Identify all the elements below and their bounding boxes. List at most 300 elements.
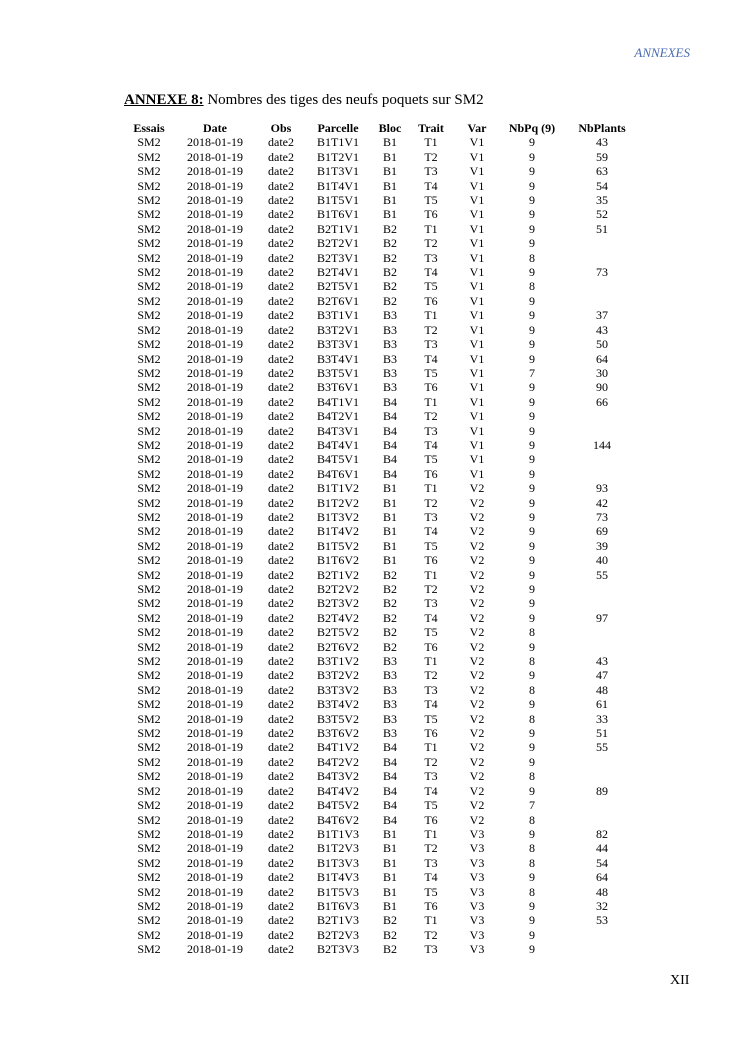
cell-bloc: B4 (382, 754, 397, 769)
cell-trait: T1 (424, 394, 438, 409)
cell-parcelle: B4T4V2 (317, 783, 359, 798)
cell-obs: date2 (268, 452, 294, 467)
cell-var: V1 (469, 164, 485, 179)
cell-parcelle: B3T3V2 (317, 682, 359, 697)
cell-obs: date2 (268, 927, 294, 942)
cell-essais: SM2 (137, 279, 161, 294)
cell-essais: SM2 (137, 682, 161, 697)
cell-obs: date2 (268, 942, 294, 957)
cell-date: 2018-01-19 (187, 293, 243, 308)
cell-essais: SM2 (137, 207, 161, 222)
table-row (119, 510, 647, 524)
cell-nbplants (557, 467, 647, 481)
cell-essais: SM2 (137, 236, 161, 251)
cell-date: 2018-01-19 (187, 625, 243, 640)
cell-nbplants (557, 294, 647, 308)
cell-trait: T3 (424, 250, 438, 265)
cell-nbplants (557, 582, 647, 596)
cell-var: V2 (469, 740, 485, 755)
cell-trait: T2 (424, 841, 438, 856)
cell-var: V2 (469, 625, 485, 640)
cell-essais: SM2 (137, 164, 161, 179)
cell-nbpq: 8 (529, 841, 535, 856)
cell-var: V1 (469, 308, 485, 323)
cell-parcelle: B2T6V1 (317, 293, 359, 308)
cell-var: V2 (469, 524, 485, 539)
column-header-nbpq: NbPq (9) (508, 121, 556, 135)
cell-var: V2 (469, 509, 485, 524)
cell-bloc: B4 (382, 394, 397, 409)
cell-nbpq: 9 (529, 826, 535, 841)
cell-nbpq: 9 (529, 870, 535, 885)
cell-nbplants: 51 (596, 221, 608, 236)
cell-trait: T4 (424, 524, 438, 539)
cell-parcelle: B1T4V1 (317, 178, 359, 193)
cell-date: 2018-01-19 (187, 481, 243, 496)
cell-nbplants: 69 (596, 524, 608, 539)
cell-essais: SM2 (137, 855, 161, 870)
cell-essais: SM2 (137, 466, 161, 481)
cell-date: 2018-01-19 (187, 812, 243, 827)
cell-var: V2 (469, 697, 485, 712)
cell-bloc: B2 (382, 567, 397, 582)
cell-essais: SM2 (137, 769, 161, 784)
cell-nbplants (557, 942, 647, 956)
column-header-trait: Trait (418, 121, 444, 135)
cell-obs: date2 (268, 596, 294, 611)
cell-nbpq: 9 (529, 668, 535, 683)
table-row (119, 395, 647, 409)
cell-bloc: B4 (382, 409, 397, 424)
table-row (119, 337, 647, 351)
cell-nbpq: 9 (529, 135, 535, 150)
cell-date: 2018-01-19 (187, 927, 243, 942)
cell-obs: date2 (268, 582, 294, 596)
cell-nbplants: 64 (596, 870, 608, 885)
cell-essais: SM2 (137, 942, 161, 957)
cell-trait: T3 (424, 769, 438, 784)
cell-nbpq: 9 (529, 740, 535, 755)
cell-bloc: B3 (382, 337, 397, 352)
table-row (119, 899, 647, 913)
cell-nbpq: 9 (529, 207, 535, 222)
cell-nbplants: 33 (596, 711, 608, 726)
column-header-date: Date (203, 121, 227, 135)
cell-bloc: B2 (382, 942, 397, 957)
cell-essais: SM2 (137, 870, 161, 885)
cell-nbpq: 9 (529, 409, 535, 424)
cell-var: V2 (469, 639, 485, 654)
cell-trait: T6 (424, 207, 438, 222)
cell-parcelle: B1T6V2 (317, 553, 359, 568)
cell-var: V1 (469, 207, 485, 222)
cell-obs: date2 (268, 855, 294, 870)
cell-bloc: B1 (382, 164, 397, 179)
cell-nbplants: 47 (596, 668, 608, 683)
cell-trait: T4 (424, 783, 438, 798)
cell-trait: T4 (424, 610, 438, 625)
annex-label: ANNEXE 8: (124, 92, 204, 108)
cell-date: 2018-01-19 (187, 409, 243, 424)
table-row (119, 424, 647, 438)
cell-obs: date2 (268, 250, 294, 265)
cell-parcelle: B2T5V2 (317, 625, 359, 640)
cell-nbplants: 30 (596, 365, 608, 380)
cell-bloc: B1 (382, 826, 397, 841)
cell-nbpq: 9 (529, 898, 535, 913)
cell-essais: SM2 (137, 668, 161, 683)
cell-essais: SM2 (137, 394, 161, 409)
table-row (119, 798, 647, 812)
cell-nbpq: 9 (529, 423, 535, 438)
cell-essais: SM2 (137, 841, 161, 856)
cell-bloc: B2 (382, 610, 397, 625)
cell-parcelle: B3T2V1 (317, 322, 359, 337)
cell-var: V1 (469, 236, 485, 251)
cell-trait: T1 (424, 221, 438, 236)
cell-bloc: B3 (382, 365, 397, 380)
cell-obs: date2 (268, 437, 294, 452)
table-row (119, 467, 647, 481)
cell-nbpq: 7 (529, 798, 535, 813)
cell-nbpq: 9 (529, 596, 535, 611)
cell-obs: date2 (268, 308, 294, 323)
cell-var: V2 (469, 553, 485, 568)
cell-var: V2 (469, 798, 485, 813)
cell-obs: date2 (268, 798, 294, 813)
table-row (119, 308, 647, 322)
cell-date: 2018-01-19 (187, 308, 243, 323)
cell-trait: T5 (424, 711, 438, 726)
cell-nbplants: 73 (596, 509, 608, 524)
cell-nbpq: 8 (529, 855, 535, 870)
cell-trait: T6 (424, 466, 438, 481)
cell-bloc: B1 (382, 149, 397, 164)
cell-essais: SM2 (137, 697, 161, 712)
table-row (119, 323, 647, 337)
table-row (119, 222, 647, 236)
cell-essais: SM2 (137, 337, 161, 352)
cell-var: V1 (469, 250, 485, 265)
cell-date: 2018-01-19 (187, 164, 243, 179)
cell-date: 2018-01-19 (187, 639, 243, 654)
cell-trait: T5 (424, 798, 438, 813)
cell-trait: T6 (424, 812, 438, 827)
cell-var: V1 (469, 293, 485, 308)
cell-obs: date2 (268, 639, 294, 654)
table-row (119, 452, 647, 466)
cell-date: 2018-01-19 (187, 783, 243, 798)
cell-parcelle: B2T2V1 (317, 236, 359, 251)
cell-nbplants: 40 (596, 553, 608, 568)
cell-nbpq: 7 (529, 365, 535, 380)
table-row (119, 207, 647, 221)
cell-nbplants (557, 813, 647, 827)
cell-trait: T2 (424, 754, 438, 769)
cell-nbplants (557, 625, 647, 639)
cell-parcelle: B4T1V1 (317, 394, 359, 409)
cell-bloc: B2 (382, 927, 397, 942)
cell-obs: date2 (268, 726, 294, 741)
cell-nbplants: 66 (596, 394, 608, 409)
table-row (119, 366, 647, 380)
cell-nbpq: 9 (529, 394, 535, 409)
cell-date: 2018-01-19 (187, 149, 243, 164)
cell-bloc: B2 (382, 596, 397, 611)
cell-var: V1 (469, 380, 485, 395)
cell-obs: date2 (268, 654, 294, 669)
cell-obs: date2 (268, 481, 294, 496)
cell-var: V1 (469, 437, 485, 452)
cell-parcelle: B4T5V2 (317, 798, 359, 813)
cell-date: 2018-01-19 (187, 553, 243, 568)
cell-parcelle: B1T5V2 (317, 538, 359, 553)
cell-date: 2018-01-19 (187, 193, 243, 208)
cell-trait: T4 (424, 437, 438, 452)
cell-essais: SM2 (137, 567, 161, 582)
cell-trait: T3 (424, 855, 438, 870)
cell-obs: date2 (268, 337, 294, 352)
table-row (119, 582, 647, 596)
cell-date: 2018-01-19 (187, 279, 243, 294)
cell-bloc: B1 (382, 553, 397, 568)
table-row (119, 611, 647, 625)
cell-var: V1 (469, 135, 485, 150)
cell-bloc: B3 (382, 668, 397, 683)
cell-parcelle: B4T6V1 (317, 466, 359, 481)
cell-essais: SM2 (137, 322, 161, 337)
table-row (119, 885, 647, 899)
cell-nbplants: 63 (596, 164, 608, 179)
cell-obs: date2 (268, 409, 294, 424)
cell-parcelle: B1T3V1 (317, 164, 359, 179)
cell-nbplants (557, 928, 647, 942)
cell-date: 2018-01-19 (187, 236, 243, 251)
cell-obs: date2 (268, 365, 294, 380)
cell-date: 2018-01-19 (187, 250, 243, 265)
cell-bloc: B1 (382, 855, 397, 870)
cell-essais: SM2 (137, 553, 161, 568)
cell-parcelle: B1T2V2 (317, 495, 359, 510)
cell-nbplants: 73 (596, 265, 608, 280)
cell-var: V1 (469, 452, 485, 467)
cell-date: 2018-01-19 (187, 769, 243, 784)
cell-nbpq: 8 (529, 769, 535, 784)
cell-obs: date2 (268, 913, 294, 928)
page-number: XII (670, 973, 690, 988)
cell-bloc: B1 (382, 207, 397, 222)
cell-var: V3 (469, 884, 485, 899)
cell-trait: T1 (424, 826, 438, 841)
cell-nbpq: 9 (529, 524, 535, 539)
cell-essais: SM2 (137, 149, 161, 164)
cell-essais: SM2 (137, 351, 161, 366)
cell-nbpq: 9 (529, 337, 535, 352)
table-row (119, 942, 647, 956)
cell-essais: SM2 (137, 639, 161, 654)
cell-var: V1 (469, 221, 485, 236)
cell-bloc: B2 (382, 250, 397, 265)
cell-obs: date2 (268, 207, 294, 222)
cell-obs: date2 (268, 466, 294, 481)
cell-bloc: B1 (382, 481, 397, 496)
cell-trait: T3 (424, 337, 438, 352)
table-row (119, 784, 647, 798)
cell-obs: date2 (268, 870, 294, 885)
cell-var: V2 (469, 769, 485, 784)
cell-parcelle: B2T3V3 (317, 942, 359, 957)
cell-trait: T3 (424, 942, 438, 957)
cell-essais: SM2 (137, 610, 161, 625)
cell-var: V1 (469, 265, 485, 280)
table-row (119, 539, 647, 553)
cell-date: 2018-01-19 (187, 754, 243, 769)
cell-nbplants: 32 (596, 898, 608, 913)
column-header-var: Var (467, 121, 487, 135)
cell-essais: SM2 (137, 437, 161, 452)
table-row (119, 654, 647, 668)
cell-nbplants: 90 (596, 380, 608, 395)
cell-parcelle: B2T2V3 (317, 927, 359, 942)
cell-parcelle: B3T4V2 (317, 697, 359, 712)
cell-nbplants (557, 769, 647, 783)
cell-trait: T1 (424, 135, 438, 150)
cell-obs: date2 (268, 149, 294, 164)
cell-date: 2018-01-19 (187, 452, 243, 467)
cell-obs: date2 (268, 423, 294, 438)
cell-bloc: B1 (382, 495, 397, 510)
cell-var: V1 (469, 337, 485, 352)
cell-trait: T4 (424, 178, 438, 193)
cell-date: 2018-01-19 (187, 524, 243, 539)
cell-obs: date2 (268, 509, 294, 524)
cell-nbpq: 9 (529, 927, 535, 942)
cell-date: 2018-01-19 (187, 610, 243, 625)
cell-bloc: B3 (382, 351, 397, 366)
cell-parcelle: B1T5V3 (317, 884, 359, 899)
cell-var: V2 (469, 711, 485, 726)
cell-nbpq: 9 (529, 495, 535, 510)
cell-trait: T2 (424, 236, 438, 251)
cell-date: 2018-01-19 (187, 726, 243, 741)
cell-parcelle: B3T6V2 (317, 726, 359, 741)
cell-var: V3 (469, 927, 485, 942)
cell-obs: date2 (268, 380, 294, 395)
cell-obs: date2 (268, 754, 294, 769)
cell-nbpq: 9 (529, 639, 535, 654)
cell-date: 2018-01-19 (187, 351, 243, 366)
cell-var: V2 (469, 783, 485, 798)
cell-var: V2 (469, 654, 485, 669)
cell-essais: SM2 (137, 884, 161, 899)
cell-nbplants: 54 (596, 178, 608, 193)
cell-date: 2018-01-19 (187, 135, 243, 150)
cell-bloc: B3 (382, 654, 397, 669)
table-row (119, 265, 647, 279)
cell-var: V2 (469, 812, 485, 827)
cell-essais: SM2 (137, 783, 161, 798)
cell-var: V3 (469, 898, 485, 913)
cell-var: V1 (469, 466, 485, 481)
cell-date: 2018-01-19 (187, 265, 243, 280)
cell-date: 2018-01-19 (187, 437, 243, 452)
cell-var: V2 (469, 754, 485, 769)
cell-bloc: B2 (382, 265, 397, 280)
table-row (119, 193, 647, 207)
table-row (119, 726, 647, 740)
cell-obs: date2 (268, 610, 294, 625)
cell-trait: T2 (424, 582, 438, 596)
cell-obs: date2 (268, 884, 294, 899)
cell-nbplants (557, 236, 647, 250)
cell-bloc: B2 (382, 236, 397, 251)
cell-bloc: B4 (382, 769, 397, 784)
cell-trait: T3 (424, 423, 438, 438)
cell-bloc: B4 (382, 740, 397, 755)
cell-trait: T3 (424, 596, 438, 611)
cell-essais: SM2 (137, 509, 161, 524)
cell-date: 2018-01-19 (187, 841, 243, 856)
cell-bloc: B2 (382, 293, 397, 308)
cell-var: V3 (469, 826, 485, 841)
cell-date: 2018-01-19 (187, 913, 243, 928)
cell-nbplants: 64 (596, 351, 608, 366)
column-header-bloc: Bloc (378, 121, 402, 135)
cell-nbplants: 37 (596, 308, 608, 323)
cell-trait: T5 (424, 538, 438, 553)
cell-var: V3 (469, 913, 485, 928)
cell-parcelle: B4T1V2 (317, 740, 359, 755)
cell-date: 2018-01-19 (187, 942, 243, 957)
cell-nbpq: 8 (529, 250, 535, 265)
cell-trait: T5 (424, 452, 438, 467)
cell-nbplants: 53 (596, 913, 608, 928)
cell-trait: T1 (424, 913, 438, 928)
cell-bloc: B1 (382, 870, 397, 885)
cell-nbplants (557, 452, 647, 466)
cell-nbpq: 9 (529, 582, 535, 596)
cell-nbpq: 9 (529, 697, 535, 712)
cell-trait: T1 (424, 567, 438, 582)
table-row (119, 755, 647, 769)
cell-essais: SM2 (137, 293, 161, 308)
cell-var: V1 (469, 394, 485, 409)
table-row (119, 856, 647, 870)
cell-bloc: B2 (382, 639, 397, 654)
cell-trait: T2 (424, 149, 438, 164)
cell-nbplants (557, 798, 647, 812)
cell-parcelle: B1T4V2 (317, 524, 359, 539)
cell-nbpq: 9 (529, 178, 535, 193)
cell-parcelle: B2T1V3 (317, 913, 359, 928)
table-row (119, 481, 647, 495)
cell-bloc: B3 (382, 322, 397, 337)
cell-nbplants: 89 (596, 783, 608, 798)
cell-parcelle: B4T4V1 (317, 437, 359, 452)
cell-essais: SM2 (137, 265, 161, 280)
cell-nbpq: 9 (529, 351, 535, 366)
cell-obs: date2 (268, 553, 294, 568)
cell-bloc: B1 (382, 524, 397, 539)
table-row (119, 668, 647, 682)
annex-caption: Nombres des tiges des neufs poquets sur SM2 (203, 92, 484, 108)
cell-nbpq: 9 (529, 437, 535, 452)
cell-nbplants (557, 596, 647, 610)
cell-nbplants: 48 (596, 682, 608, 697)
cell-date: 2018-01-19 (187, 322, 243, 337)
table-header-row (119, 121, 647, 135)
cell-var: V1 (469, 423, 485, 438)
